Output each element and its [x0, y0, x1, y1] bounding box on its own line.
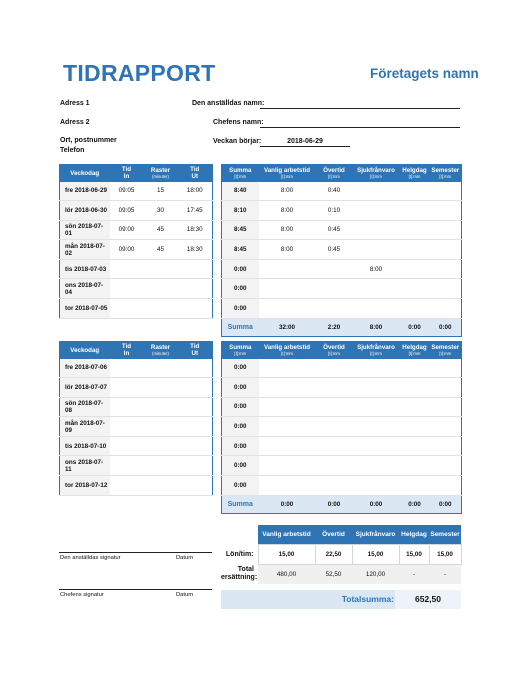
overtime-cell[interactable]: [316, 417, 353, 437]
summary-col-header: [430, 165, 462, 182]
overtime-cell[interactable]: [316, 476, 353, 496]
summary-col-unit: [t]:mm: [234, 351, 247, 357]
overtime-cell[interactable]: [316, 279, 353, 299]
overtime-cell[interactable]: [316, 456, 353, 476]
summary-col-header: [353, 342, 400, 359]
sick-cell[interactable]: [353, 240, 400, 260]
regular-cell[interactable]: [259, 359, 316, 378]
time-in-cell[interactable]: [110, 476, 144, 496]
week-start-label: Veckan börjar:: [213, 138, 262, 145]
table-row: [222, 259, 462, 279]
employee-name-field[interactable]: [260, 108, 460, 109]
rate-header: Helgdag: [399, 525, 429, 544]
holiday-cell[interactable]: [400, 259, 430, 279]
breaks-cell[interactable]: 30: [144, 201, 178, 221]
vacation-cell[interactable]: [430, 201, 462, 221]
hourly-rate-cell[interactable]: 15,00: [399, 544, 429, 564]
week1-time-table: [59, 164, 213, 319]
summary-col-header: [430, 342, 462, 359]
time-out-cell[interactable]: 18:30: [178, 240, 213, 260]
table-row: [60, 240, 213, 260]
manager-signature-label: Chefens signatur: [60, 592, 104, 598]
grand-total-label: Totalsumma:: [341, 594, 394, 604]
holiday-cell[interactable]: [400, 436, 430, 456]
breaks-cell[interactable]: [144, 476, 178, 496]
summary-col-header: [222, 342, 259, 359]
table-row: [60, 359, 213, 378]
vacation-cell[interactable]: [430, 240, 462, 260]
vacation-cell[interactable]: [430, 436, 462, 456]
sick-cell[interactable]: [353, 182, 400, 201]
rates-table: [221, 525, 462, 584]
total-overtime: 0:00: [316, 495, 353, 513]
table-row: [222, 201, 462, 221]
sum-cell: 8:40: [222, 182, 259, 201]
time-in-cell[interactable]: [110, 378, 144, 398]
summary-col-header: [259, 165, 316, 182]
table-row: [60, 456, 213, 476]
breaks-cell[interactable]: [144, 279, 178, 299]
overtime-cell[interactable]: [316, 299, 353, 319]
sick-cell[interactable]: [353, 456, 400, 476]
col-weekday: Veckodag: [60, 342, 110, 359]
time-out-cell[interactable]: [178, 476, 213, 496]
summary-col-label: Vanlig arbetstid: [263, 344, 311, 352]
weekday-cell: lör 2018-06-30: [60, 201, 110, 221]
time-out-cell[interactable]: [178, 259, 213, 279]
overtime-cell[interactable]: 0:10: [316, 201, 353, 221]
summary-col-header: [316, 342, 353, 359]
regular-cell[interactable]: [259, 476, 316, 496]
col-time-in: [110, 165, 144, 182]
sum-cell: 0:00: [222, 436, 259, 456]
table-row: [222, 436, 462, 456]
sick-cell[interactable]: [353, 279, 400, 299]
table-row: [222, 378, 462, 398]
time-in-cell[interactable]: 09:05: [110, 201, 144, 221]
summary-col-label: Sjukfrånvaro: [357, 344, 395, 352]
summary-col-header: [400, 165, 430, 182]
holiday-cell[interactable]: [400, 220, 430, 240]
summary-col-label: Övertid: [323, 344, 345, 352]
time-in-cell[interactable]: 09:00: [110, 240, 144, 260]
regular-cell[interactable]: [259, 397, 316, 417]
table-row: [60, 417, 213, 437]
totals-row: [222, 495, 462, 513]
table-row: [60, 397, 213, 417]
sum-cell: 0:00: [222, 476, 259, 496]
table-row: [60, 182, 213, 201]
time-out-cell[interactable]: [178, 417, 213, 437]
col-time-out: [178, 165, 213, 182]
rate-header: Vanlig arbetstid: [258, 525, 315, 544]
rate-header: Övertid: [315, 525, 352, 544]
summary-col-label: Summa: [229, 167, 252, 175]
hourly-rate-cell[interactable]: 15,00: [258, 544, 315, 564]
vacation-cell[interactable]: [430, 299, 462, 319]
phone[interactable]: Telefon: [60, 147, 85, 154]
vacation-cell[interactable]: [430, 476, 462, 496]
sum-cell: 8:45: [222, 220, 259, 240]
overtime-cell[interactable]: [316, 259, 353, 279]
time-in-cell[interactable]: [110, 436, 144, 456]
rates-corner: [221, 525, 258, 544]
employee-signature-label: Den anställdas signatur: [60, 555, 121, 561]
regular-cell[interactable]: 8:00: [259, 182, 316, 201]
table-row: [222, 456, 462, 476]
overtime-cell[interactable]: [316, 359, 353, 378]
summary-col-unit: [t]:mm: [281, 351, 293, 357]
sick-cell[interactable]: [353, 436, 400, 456]
col-weekday: Veckodag: [60, 165, 110, 182]
regular-cell[interactable]: [259, 259, 316, 279]
table-row: [60, 220, 213, 240]
summary-col-header: [316, 165, 353, 182]
sick-cell[interactable]: [353, 417, 400, 437]
breaks-cell[interactable]: [144, 456, 178, 476]
address-1[interactable]: Adress 1: [60, 100, 90, 107]
time-out-cell[interactable]: [178, 378, 213, 398]
regular-cell[interactable]: 8:00: [259, 201, 316, 221]
time-out-cell[interactable]: [178, 436, 213, 456]
holiday-cell[interactable]: [400, 201, 430, 221]
vacation-cell[interactable]: [430, 259, 462, 279]
regular-cell[interactable]: 8:00: [259, 240, 316, 260]
sum-cell: 0:00: [222, 299, 259, 319]
holiday-cell[interactable]: [400, 417, 430, 437]
grand-total-value: 652,50: [395, 590, 461, 609]
time-out-cell[interactable]: 18:30: [178, 220, 213, 240]
total-comp-cell: 52,50: [315, 564, 352, 584]
summary-col-label: Sjukfrånvaro: [357, 167, 395, 175]
overtime-cell[interactable]: [316, 397, 353, 417]
hourly-rate-cell[interactable]: 15,00: [429, 544, 461, 564]
rate-header: Semester: [429, 525, 461, 544]
holiday-cell[interactable]: [400, 456, 430, 476]
company-name[interactable]: Företagets namn: [370, 66, 479, 81]
week2-summary-header: [222, 342, 462, 359]
summary-col-unit: [t]:mm: [408, 174, 421, 180]
breaks-cell[interactable]: [144, 299, 178, 319]
weekday-cell: tor 2018-07-12: [60, 476, 110, 496]
col-breaks-sub: (minuter): [152, 351, 169, 357]
summary-col-unit: [t]:mm: [408, 351, 421, 357]
table-row: [60, 279, 213, 299]
col-time-out: [178, 342, 213, 359]
weekday-cell: tor 2018-07-05: [60, 299, 110, 319]
total-overtime: 2:20: [316, 318, 353, 336]
breaks-cell[interactable]: 45: [144, 220, 178, 240]
manager-name-label: Chefens namn:: [213, 119, 264, 126]
col-time-out-bottom: Ut: [191, 350, 199, 358]
summary-col-label: Helgdag: [402, 344, 427, 352]
summary-col-header: [259, 342, 316, 359]
time-in-cell[interactable]: [110, 279, 144, 299]
sick-cell[interactable]: [353, 397, 400, 417]
vacation-cell[interactable]: [430, 220, 462, 240]
sick-cell[interactable]: [353, 299, 400, 319]
city-postcode[interactable]: Ort, postnummer: [60, 137, 117, 144]
vacation-cell[interactable]: [430, 417, 462, 437]
col-time-out-bottom: Ut: [191, 173, 199, 181]
holiday-cell[interactable]: [400, 279, 430, 299]
vacation-cell[interactable]: [430, 378, 462, 398]
sum-cell: 0:00: [222, 397, 259, 417]
week1-summary-header: [222, 165, 462, 182]
breaks-cell[interactable]: [144, 397, 178, 417]
breaks-cell[interactable]: [144, 359, 178, 378]
regular-cell[interactable]: [259, 299, 316, 319]
time-in-cell[interactable]: [110, 259, 144, 279]
breaks-cell[interactable]: 15: [144, 182, 178, 201]
col-breaks: [144, 165, 178, 182]
summary-col-label: Summa: [229, 344, 252, 352]
col-breaks-label: Raster: [150, 167, 171, 175]
summary-col-unit: [t]:mm: [439, 351, 452, 357]
time-out-cell[interactable]: [178, 279, 213, 299]
sick-cell[interactable]: [353, 359, 400, 378]
weekday-cell: sön 2018-07-08: [60, 397, 110, 417]
sum-cell: 0:00: [222, 359, 259, 378]
summary-col-header: [353, 165, 400, 182]
weekday-cell: fre 2018-06-29: [60, 182, 110, 201]
weekday-cell: tis 2018-07-03: [60, 259, 110, 279]
total-regular: 32:00: [259, 318, 316, 336]
holiday-cell[interactable]: [400, 240, 430, 260]
breaks-cell[interactable]: [144, 259, 178, 279]
weekday-cell: tis 2018-07-10: [60, 436, 110, 456]
holiday-cell[interactable]: [400, 476, 430, 496]
summary-col-unit: [t]:mm: [281, 174, 293, 180]
sum-cell: 8:45: [222, 240, 259, 260]
time-out-cell[interactable]: [178, 456, 213, 476]
summary-col-header: [222, 165, 259, 182]
total-holiday: 0:00: [400, 495, 430, 513]
regular-cell[interactable]: [259, 417, 316, 437]
time-in-cell[interactable]: [110, 456, 144, 476]
weekday-cell: fre 2018-07-06: [60, 359, 110, 378]
manager-date-label: Datum: [176, 592, 194, 598]
regular-cell[interactable]: [259, 378, 316, 398]
total-regular: 0:00: [259, 495, 316, 513]
time-in-cell[interactable]: [110, 397, 144, 417]
col-time-in-top: Tid: [121, 343, 132, 351]
breaks-cell[interactable]: [144, 436, 178, 456]
time-in-cell[interactable]: [110, 417, 144, 437]
employee-date-label: Datum: [176, 555, 194, 561]
sick-cell[interactable]: 8:00: [353, 259, 400, 279]
sum-cell: 0:00: [222, 417, 259, 437]
total-comp-cell: 480,00: [258, 564, 315, 584]
sum-cell: 0:00: [222, 259, 259, 279]
weekday-cell: ons 2018-07-11: [60, 456, 110, 476]
table-row: [222, 476, 462, 496]
time-out-cell[interactable]: 18:00: [178, 182, 213, 201]
time-out-cell[interactable]: 17:45: [178, 201, 213, 221]
col-breaks-sub: (minuter): [152, 174, 169, 180]
time-out-cell[interactable]: [178, 299, 213, 319]
table-row: [222, 397, 462, 417]
weekday-cell: mån 2018-07-02: [60, 240, 110, 260]
totals-label: Summa: [222, 318, 259, 336]
table-row: [60, 436, 213, 456]
sick-cell[interactable]: [353, 201, 400, 221]
week2-summary-table: [221, 341, 462, 514]
sick-cell[interactable]: [353, 378, 400, 398]
manager-name-field[interactable]: [260, 127, 460, 128]
overtime-cell[interactable]: 0:45: [316, 240, 353, 260]
col-time-in-bottom: In: [123, 173, 130, 181]
weekday-cell: sön 2018-07-01: [60, 220, 110, 240]
table-row: [222, 417, 462, 437]
time-in-cell[interactable]: [110, 299, 144, 319]
page-title: TIDRAPPORT: [63, 60, 216, 86]
week1-summary-table: [221, 164, 462, 337]
summary-col-label: Helgdag: [402, 167, 427, 175]
week2-time-table: [59, 341, 213, 496]
holiday-cell[interactable]: [400, 299, 430, 319]
sum-cell: 0:00: [222, 378, 259, 398]
rate-header: Sjukfrånvaro: [352, 525, 399, 544]
breaks-cell[interactable]: [144, 417, 178, 437]
table-row: [222, 279, 462, 299]
week-start-value[interactable]: 2018-06-29: [287, 138, 323, 145]
col-time-out-top: Tid: [190, 166, 200, 174]
vacation-cell[interactable]: [430, 182, 462, 201]
holiday-cell[interactable]: [400, 359, 430, 378]
summary-col-label: Semester: [431, 167, 460, 175]
totals-row: [222, 318, 462, 336]
time-out-cell[interactable]: [178, 359, 213, 378]
total-sick: 8:00: [353, 318, 400, 336]
vacation-cell[interactable]: [430, 397, 462, 417]
sick-cell[interactable]: [353, 476, 400, 496]
employee-name-label: Den anställdas namn:: [192, 100, 265, 107]
total-comp-cell: -: [399, 564, 429, 584]
col-breaks-label: Raster: [150, 344, 171, 352]
total-comp-cell: -: [429, 564, 461, 584]
col-time-in-top: Tid: [121, 166, 132, 174]
sum-cell: 8:10: [222, 201, 259, 221]
weekday-cell: mån 2018-07-09: [60, 417, 110, 437]
table-row: [60, 259, 213, 279]
regular-cell[interactable]: [259, 279, 316, 299]
weekday-cell: ons 2018-07-04: [60, 279, 110, 299]
manager-signature-line[interactable]: [59, 589, 212, 590]
holiday-cell[interactable]: [400, 182, 430, 201]
regular-cell[interactable]: [259, 436, 316, 456]
breaks-cell[interactable]: [144, 378, 178, 398]
table-row: [60, 299, 213, 319]
total-sick: 0:00: [353, 495, 400, 513]
vacation-cell[interactable]: [430, 279, 462, 299]
table-row: [222, 182, 462, 201]
breaks-cell[interactable]: 45: [144, 240, 178, 260]
overtime-cell[interactable]: [316, 378, 353, 398]
sick-cell[interactable]: [353, 220, 400, 240]
sum-cell: 0:00: [222, 279, 259, 299]
summary-col-header: [400, 342, 430, 359]
overtime-cell[interactable]: [316, 436, 353, 456]
total-vacation: 0:00: [430, 318, 462, 336]
overtime-cell[interactable]: 0:45: [316, 220, 353, 240]
summary-col-unit: [t]:mm: [328, 351, 340, 357]
summary-col-unit: [t]:mm: [328, 174, 340, 180]
hourly-rate-label: Lön/tim:: [225, 550, 254, 558]
col-breaks: [144, 342, 178, 359]
time-in-cell[interactable]: 09:05: [110, 182, 144, 201]
regular-cell[interactable]: [259, 456, 316, 476]
week-start-underline: [260, 146, 350, 147]
vacation-cell[interactable]: [430, 359, 462, 378]
summary-col-unit: [t]:mm: [439, 174, 452, 180]
regular-cell[interactable]: 8:00: [259, 220, 316, 240]
vacation-cell[interactable]: [430, 456, 462, 476]
summary-col-label: Semester: [431, 344, 460, 352]
table-row: [60, 378, 213, 398]
col-time-in: [110, 342, 144, 359]
total-vacation: 0:00: [430, 495, 462, 513]
time-out-cell[interactable]: [178, 397, 213, 417]
summary-col-label: Övertid: [323, 167, 345, 175]
total-comp-cell: 120,00: [352, 564, 399, 584]
totals-label: Summa: [222, 495, 259, 513]
weekday-cell: lör 2018-07-07: [60, 378, 110, 398]
summary-col-unit: [t]:mm: [370, 351, 382, 357]
summary-col-label: Vanlig arbetstid: [263, 167, 311, 175]
hourly-rate-cell[interactable]: 15,00: [352, 544, 399, 564]
overtime-cell[interactable]: 0:40: [316, 182, 353, 201]
total-comp-label: Total ersättning:: [221, 565, 258, 581]
summary-col-unit: [t]:mm: [234, 174, 247, 180]
summary-col-unit: [t]:mm: [370, 174, 382, 180]
table-row: [222, 240, 462, 260]
total-holiday: 0:00: [400, 318, 430, 336]
table-row: [60, 201, 213, 221]
table-row: [222, 299, 462, 319]
holiday-cell[interactable]: [400, 397, 430, 417]
address-2[interactable]: Adress 2: [60, 119, 90, 126]
table-row: [222, 220, 462, 240]
holiday-cell[interactable]: [400, 378, 430, 398]
table-row: [60, 476, 213, 496]
col-time-out-top: Tid: [190, 343, 200, 351]
hourly-rate-cell[interactable]: 22,50: [315, 544, 352, 564]
time-in-cell[interactable]: [110, 359, 144, 378]
employee-signature-line[interactable]: [59, 552, 212, 553]
sum-cell: 0:00: [222, 456, 259, 476]
time-in-cell[interactable]: 09:00: [110, 220, 144, 240]
col-time-in-bottom: In: [123, 350, 130, 358]
table-row: [222, 359, 462, 378]
